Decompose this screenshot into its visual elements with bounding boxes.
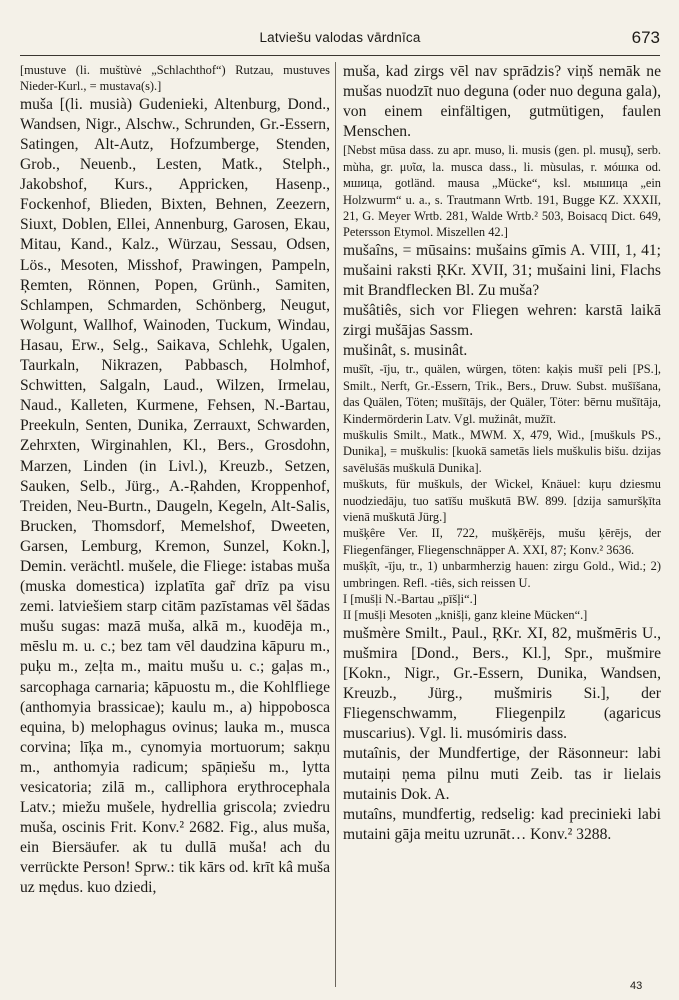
column-divider <box>335 62 336 987</box>
entry-muskere: mušķêre Ver. II, 722, mušķērējs, mušu ķērējs, der Fliegenfänger, Fliegenschnäpper A. XXI, 87; Konv.² 3636. <box>343 526 661 557</box>
entry-musa-continued: muša, kad zirgs vēl nav sprādzis? viņš nemāk ne mušas nuodzīt nuo deguna (oder nuo deguna gala), von einem einfältigen, gutmütigen, faulen Menschen. <box>343 63 661 141</box>
entry-musmere: mušmère Smilt., Paul., ŖKr. XI, 82, mušmēris U., mušmira [Dond., Bers., Kl.], Spr., mušmire [Kokn., Nigr., Gr.-Essern, Dunika, Wandsen, Kreuzb., Jürg., mušmiris Si.], der Fliegenschwamm, Fliegenpilz (agaricus muscarius). Vgl. li. musómiris dass. <box>343 624 661 743</box>
entry-mustuve: [mustuve (li. muštùvė „Schlachthof“) Rutzau, mustuves Nieder-Kurl., = mustava(s).] <box>20 63 330 94</box>
page-header <box>20 28 660 52</box>
entry-musli-1: I [mušļi N.-Bartau „pīšļi“.] <box>343 592 477 607</box>
running-title: Latviešu valodas vārdnīca <box>259 30 421 45</box>
left-column <box>20 62 330 982</box>
entry-muskit: mušķît, -īju, tr., 1) unbarmherzig hauen: zirgu Gold., Wid.; 2) umbringen. Refl. -tiês, sich reissen U. <box>343 559 661 590</box>
entry-musli-2: II [mušļi Mesoten „knišļi, ganz kleine Mücken“.] <box>343 608 588 623</box>
entry-mutains: mutaîns, mundfertig, redselig: kad precinieki labi mutaini gāja meitu uzrunāt… Konv.² 3288. <box>343 805 661 843</box>
header-rule <box>20 55 660 56</box>
entry-muskuts: muškuts, für muškuls, der Wickel, Knäuel: kuŗu dziesmu nuodziedāju, tuo satīšu muškutā BW. 899. [dzija samuršķīta vienā muškutā Jürg.] <box>343 477 661 525</box>
page-number: 673 <box>631 28 660 47</box>
entry-musaties: mušâtiês, sich vor Fliegen wehren: karstā laikā zirgi mušājas Sassm. <box>343 302 661 340</box>
signature-mark: 43 <box>630 980 643 992</box>
entry-musa: muša [(li. musià) Gudenieki, Altenburg, Dond., Wandsen, Nigr., Alschw., Schrunden, Gr.-Essern, Satingen, Alt-Autz, Hofzumberge, Stenden, Grob., Neuenb., Lesten, Matk., Stelph., Jakobshof, Kurs., Appricken, Hasenp., Fockenhof, Blieden, Bixten, Behnen, Zeezern, Siuxt, Doblen, Ellei, Annenburg, Garosen, Ekau, Mitau, Kand., Kalz., Würzau, Sessau, Odsen, Lös., Mesoten, Misshof, Prawingen, Pampeln, Ŗemten, Rönnen, Popen, Grünh., Samiten, Schlampen, Schmarden, Schönberg, Neugut, Wolgunt, Wallhof, Wainoden, Tuckum, Windau, Hasau, Erw., Selg., Saikava, Schlehk, Ugalen, Taurkaln, Nikrazen, Pabbasch, Holmhof, Schwitten, Salgaln, Laud., Wilzen, Irmelau, Naud., Kalleten, Kurmene, Fehsen, N.-Bartau, Preekuln, Senten, Dunika, Zerrauxt, Schwarden, Zehrxten, Wirginahlen, Kl., Bers., Grosdohn, Marzen, Linden (in Livl.), Kreuzb., Setzen, Sauken, Selb., Jürg., A.-Ŗahden, Kroppenhof, Treiden, Neu-Burtn., Daugeln, Kegeln, Alt-Salis, Brucken, Thomsdorf, Memelshof, Dweeten, Garsen, Lemburg, Kremon, Sunzel, Kokn.], Demin. verächtl. mušele, die Fliege: istabas muša (muska domestica) izplatīta gar̃ drīz pa visu zemi. latviešiem starp citām pazīstamas vēl šādas mušu sugas: mazā muša, alkā m., kuodēja m., mēslu m. u. c.; bez tam vēl daudzina kāpuru m., puķu m., zeļta m., maitu mušu u. c.; gaļas m., sarcophaga carnaria; kāpuostu m., die Kohlfliege (anthomyia brassicae); kaulu m., a) hippobosca equina, b) melophagus ovinus; lauka m., musca corvina; līķa m., cynomyia mortuorum; sakņu m., anthomyia radicum; spāņiešu m., lytta vesicatoria; zilā m., calliphora erythrocephala Latv.; miežu mušele, hydrellia griscola; zviedru muša, oscinis Frit. Konv.² 2682. Fig., alus muša, ein Biersäufer. ak tu dullā muša! ach du verrückte Person! Sprw.: tik kārs od. krīt kâ muša uz mędus. kuo dziedi, <box>20 95 330 897</box>
entry-musa-etymology: [Nebst mūsa dass. zu apr. muso, li. musis (gen. pl. musų̃), serb. mùha, gr. μυῖα, la. musca dass., li. mùsulas, r. мóшка od. мшица, gotländ. mausa „Mücke“, ksl. мышица „ein Holzwurm“ u. a., s. Trautmann Wrtb. 191, Bugge KZ. XXXII, 21, G. Meyer Wrtb. 281, Walde Wrtb.² 503, Boisacq Dict. 649, Petersson Etymol. Miszellen 42.] <box>343 143 661 240</box>
entry-musinat: mušinât, s. musinât. <box>343 342 468 360</box>
entry-mutainis: mutaînis, der Mundfertige, der Räsonneur: labi mutaiņi ņema pilnu muti Zeib. tas ir lielais mutainis Dok. A. <box>343 745 661 803</box>
entry-muskulis: muškulis Smilt., Matk., MWM. X, 479, Wid., [muškuls PS., Dunika], = muškulis: [kuokā sametās liels muškulis bišu. dzijas savēlušās muškulā Dunika]. <box>343 428 661 475</box>
entry-musit: mušît, -īju, tr., quälen, würgen, töten: kaķis mušī peli [PS.], Smilt., Nerft, Gr.-Essern, Trik., Bers., Druw. Subst. mušīšana, das Quälen, Töten; mušītājs, der Quäler, Töter: bērnu mušītāja, Kindermörderin Latv. Vgl. mužinât, mužīt. <box>343 362 661 426</box>
right-column <box>343 62 661 982</box>
entry-musains: mušaîns, = mūsains: mušains gīmis A. VIII, 1, 41; mušaini raksti ŖKr. XVII, 31; mušaini lini, Flachs mit Brandflecken Bl. Zu muša? <box>343 241 661 299</box>
